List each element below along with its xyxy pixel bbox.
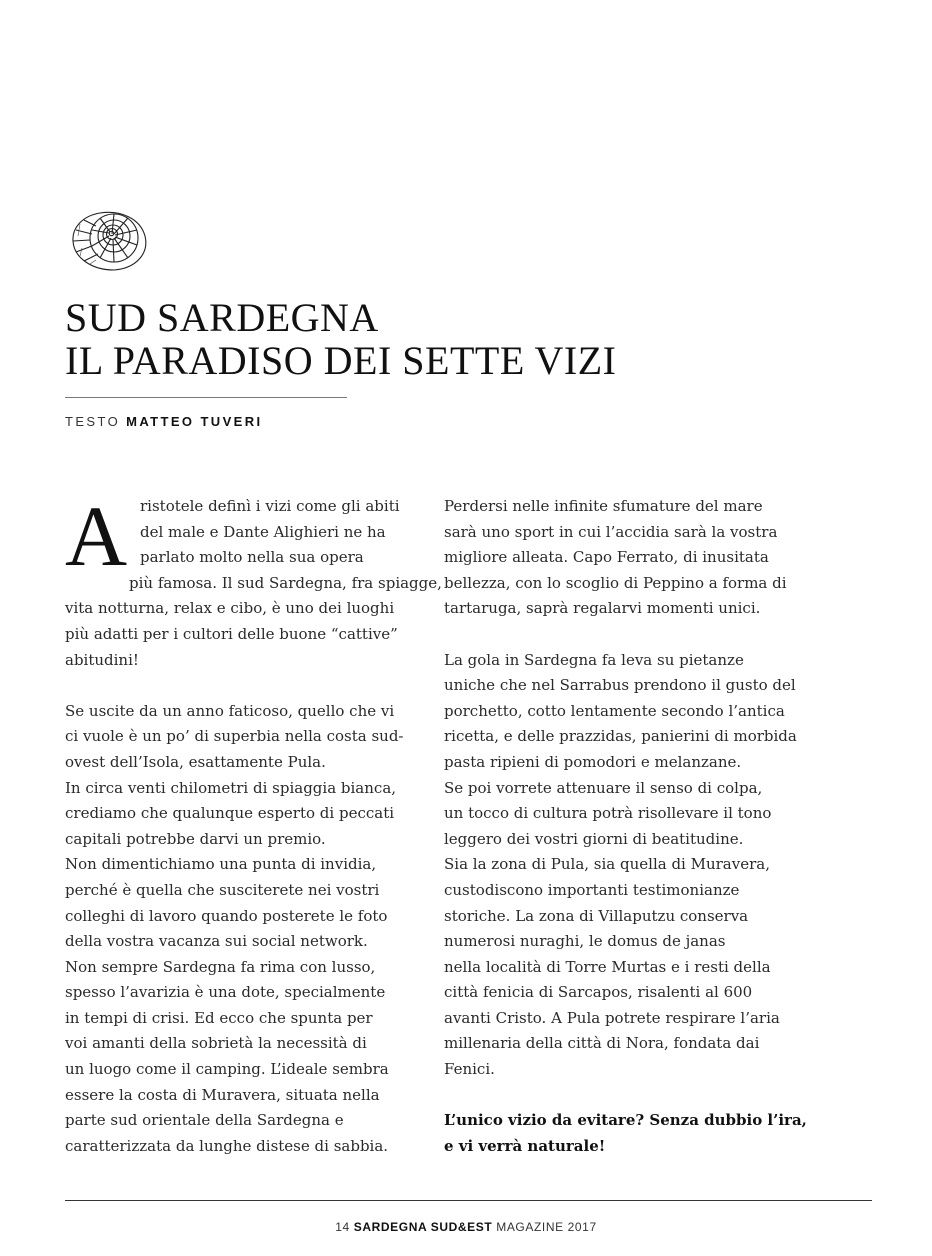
paragraph <box>444 648 797 1083</box>
body-line: del male e Dante Alighieri ne ha <box>140 522 386 541</box>
drop-cap: A <box>65 488 128 584</box>
byline <box>65 414 263 429</box>
body-line: Se uscite da un anno faticoso, quello che vi <box>65 701 395 720</box>
closing-line: e vi verrà naturale! <box>444 1136 606 1155</box>
body-line: storiche. La zona di Villaputzu conserva <box>444 906 749 925</box>
footer-divider <box>65 1200 872 1201</box>
article-column-left <box>65 488 442 1159</box>
body-line: bellezza, con lo scoglio di Peppino a forma di <box>444 573 787 592</box>
body-line: colleghi di lavoro quando posterete le foto <box>65 906 388 925</box>
body-line: ovest dell’Isola, esattamente Pula. <box>65 752 326 771</box>
byline-label: TESTO <box>65 414 121 429</box>
body-line: voi amanti della sobrietà la necessità di <box>65 1034 367 1053</box>
byline-author: MATTEO TUVERI <box>126 414 263 429</box>
closing-paragraph <box>444 1108 807 1159</box>
body-line: Se poi vorrete attenuare il senso di colpa, <box>444 778 763 797</box>
body-line: numerosi nuraghi, le domus de janas <box>444 932 726 951</box>
body-line: in tempi di crisi. Ed ecco che spunta per <box>65 1008 373 1027</box>
body-line: un tocco di cultura potrà risollevare il tono <box>444 804 772 823</box>
body-line: caratterizzata da lunghe distese di sabbia. <box>65 1136 389 1155</box>
body-line: ristotele definì i vizi come gli abiti <box>140 497 400 515</box>
body-line: Non dimentichiamo una punta di invidia, <box>65 855 377 874</box>
body-line: Perdersi nelle infinite sfumature del mare <box>444 497 763 515</box>
magazine-suffix: MAGAZINE 2017 <box>496 1220 597 1234</box>
body-line: avanti Cristo. A Pula potrete respirare l’aria <box>444 1008 780 1027</box>
body-line: città fenicia di Sarcapos, risalenti al 600 <box>444 983 753 1002</box>
body-line: un luogo come il camping. L’ideale sembra <box>65 1060 389 1079</box>
article-column-right <box>444 494 807 1159</box>
paragraph-gap <box>65 673 415 699</box>
body-line: ci vuole è un po’ di superbia nella costa sud- <box>65 727 404 746</box>
body-line: migliore alleata. Capo Ferrato, di inusitata <box>444 548 769 567</box>
magazine-brand: SARDEGNA SUD&EST <box>353 1220 493 1234</box>
body-line: parte sud orientale della Sardegna e <box>65 1111 344 1130</box>
paragraph <box>65 571 442 673</box>
body-line: parlato molto nella sua opera <box>140 548 364 567</box>
body-line: pasta ripieni di pomodori e melanzane. <box>444 752 742 771</box>
article-title <box>65 296 617 382</box>
title-line-1: SUD SARDEGNA <box>65 295 379 340</box>
body-line: sarà uno sport in cui l’accidia sarà la vostra <box>444 522 778 541</box>
body-line: essere la costa di Muravera, situata nella <box>65 1085 380 1104</box>
body-line: più famosa. Il sud Sardegna, fra spiagge, <box>129 573 442 592</box>
page-footer <box>0 1220 932 1234</box>
paragraph-gap <box>444 622 794 648</box>
body-line: abitudini! <box>65 650 139 669</box>
body-line: della vostra vacanza sui social network. <box>65 932 368 951</box>
body-line: custodiscono importanti testimonianze <box>444 880 740 899</box>
body-line: Non sempre Sardegna fa rima con lusso, <box>65 957 376 976</box>
body-line: millenaria della città di Nora, fondata dai <box>444 1034 760 1053</box>
body-line: ricetta, e delle prazzidas, panierini di morbida <box>444 727 797 746</box>
body-line: più adatti per i cultori delle buone “cattive” <box>65 624 398 643</box>
title-divider <box>65 397 347 398</box>
body-line: crediamo che qualunque esperto di peccati <box>65 804 395 823</box>
body-line: nella località di Torre Murtas e i resti della <box>444 957 771 976</box>
page-number: 14 <box>335 1220 350 1234</box>
body-line: La gola in Sardegna fa leva su pietanze <box>444 650 744 669</box>
body-line: Sia la zona di Pula, sia quella di Muravera, <box>444 855 770 874</box>
closing-line: L’unico vizio da evitare? Senza dubbio l’ira, <box>444 1111 807 1130</box>
body-line: perché è quella che susciterete nei vostri <box>65 880 380 899</box>
body-line: vita notturna, relax e cibo, è uno dei luoghi <box>65 599 395 618</box>
body-line: In circa venti chilometri di spiaggia bianca, <box>65 778 397 797</box>
body-line: Fenici. <box>444 1060 495 1079</box>
ammonite-shell-icon <box>70 210 148 272</box>
paragraph <box>65 699 415 1160</box>
body-line: leggero dei vostri giorni di beatitudine. <box>444 829 744 848</box>
body-line: tartaruga, saprà regalarvi momenti unici. <box>444 599 761 618</box>
paragraph <box>444 494 794 622</box>
body-line: spesso l’avarizia è una dote, specialmente <box>65 983 386 1002</box>
title-line-2: IL PARADISO DEI SETTE VIZI <box>65 338 617 383</box>
body-line: porchetto, cotto lentamente secondo l’antica <box>444 701 785 720</box>
body-line: uniche che nel Sarrabus prendono il gusto del <box>444 676 796 695</box>
paragraph-gap <box>444 1083 794 1109</box>
body-line: capitali potrebbe darvi un premio. <box>65 829 326 848</box>
